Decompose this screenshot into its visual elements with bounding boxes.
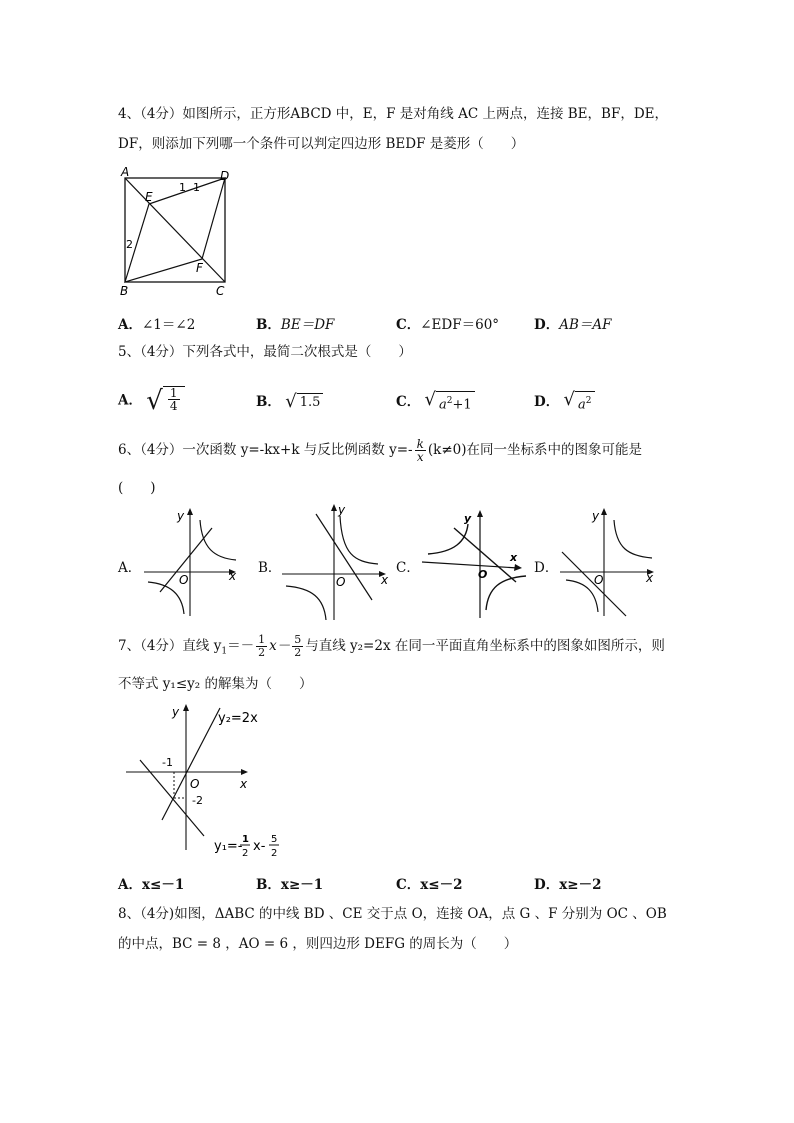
q5-sqrt-a: √ $\frac{1}{4}$ [146,386,184,416]
q7-line2-label: y₂=2x [218,711,258,726]
origin-c: O [478,568,488,581]
q7-line1-prefix: y₁=- [214,839,243,854]
q6-paren: ( ) [118,480,156,496]
q7-text-line2: 不等式 y₁≤y₂ 的解集为（ ） [118,676,313,692]
q7-line1-mid: x- [253,839,266,854]
label-B: B [120,284,129,298]
axis-y-a: y [177,509,185,523]
q8-text-line2: 的中点，BC = 8 ，AO = 6 ，则四边形 DEFG 的周长为（ ） [118,936,518,952]
label-angle-1a: 1 [179,181,186,194]
q4-figure-square [112,164,242,300]
axis-y-d: y [592,509,600,523]
label-angle-2: 2 [126,238,133,251]
origin-a: O [179,573,189,587]
q7-line1-den1: 2 [242,848,249,859]
q7-option-a: A．x≤－1 [118,877,185,893]
q7-axis-x: x [240,777,248,791]
q6-graph-d [556,504,660,620]
q4-text-line2: DF，则添加下列哪一个条件可以判定四边形 BEDF 是菱形（ ） [118,136,525,152]
q4-text-line1: 4、（4分）如图所示，正方形ABCD 中，E，F 是对角线 AC 上两点，连接 BE，BF，DE， [118,106,668,122]
q6-graph-c [418,506,530,622]
q7-line1-num1: 1 [242,834,249,845]
axis-x-b: x [381,573,389,587]
q4-option-d: D．AB＝AF [534,317,612,333]
q4-option-c: C．∠EDF＝60° [396,317,500,333]
q6-option-c: C． [396,560,420,576]
q6-option-b: B． [258,560,282,576]
q6-graph-b [278,500,390,624]
label-D: D [220,169,230,183]
q7-axis-y: y [172,705,180,719]
q7-option-b: B．x≥－1 [256,877,324,893]
q5-option-a: A． √ $\frac{1}{4}$ [118,386,185,416]
q7-line1-num2: 5 [271,834,278,845]
q5-option-d: D． √ $a^2$ [534,390,595,414]
label-angle-1b: 1 [193,181,200,194]
q7-origin: O [190,777,200,791]
axis-x-d: x [646,571,654,585]
q6-option-a: A． [118,560,142,576]
q7-text: 7、（4分）直线 $y_1=-$ $\frac{1}{2}$ x－ $\frac{5}{2}$ 与直线 y₂=2x 在同一平面直角坐标系中的图象如图所示，则 [118,633,665,659]
axis-y-b: y [338,503,346,517]
q6-graph-a [140,504,240,620]
label-E: E [145,190,153,204]
q7-tick-neg2: -2 [192,794,203,807]
q5-text: 5、（4分）下列各式中，最简二次根式是（ ） [118,344,412,360]
origin-d: O [594,573,604,587]
axis-x-c: x [510,551,518,564]
q7-figure [120,700,300,864]
axis-y-c: y [464,512,472,525]
q7-tick-neg1: -1 [162,756,173,769]
q4-option-a: A．∠1＝∠2 [118,317,196,333]
q5-option-c: C． √ $a^2+1$ [396,390,475,414]
q7-option-d: D．x≥－2 [534,877,602,893]
q8-text-line1: 8、（4分)如图，ΔABC 的中线 BD 、CE 交于点 O，连接 OA，点 G 、F 分别为 OC 、OB [118,906,667,922]
axis-x-a: x [229,569,237,583]
q5-options [118,378,678,418]
origin-b: O [336,575,346,589]
q7-option-c: C．x≤－2 [396,877,463,893]
label-C: C [216,284,225,298]
label-F: F [196,261,203,275]
label-A: A [121,165,130,179]
q6-option-d: D． [534,560,559,576]
q5-option-b: B． √ 1.5 [256,390,323,412]
q6-text: 6、（4分）一次函数 y=-kx+k 与反比例函数 y=- $\frac{k}{x}$ (k≠0)在同一坐标系中的图象可能是 [118,437,642,464]
q7-line1-den2: 2 [271,848,278,859]
q4-option-b: B．BE＝DF [256,317,335,333]
